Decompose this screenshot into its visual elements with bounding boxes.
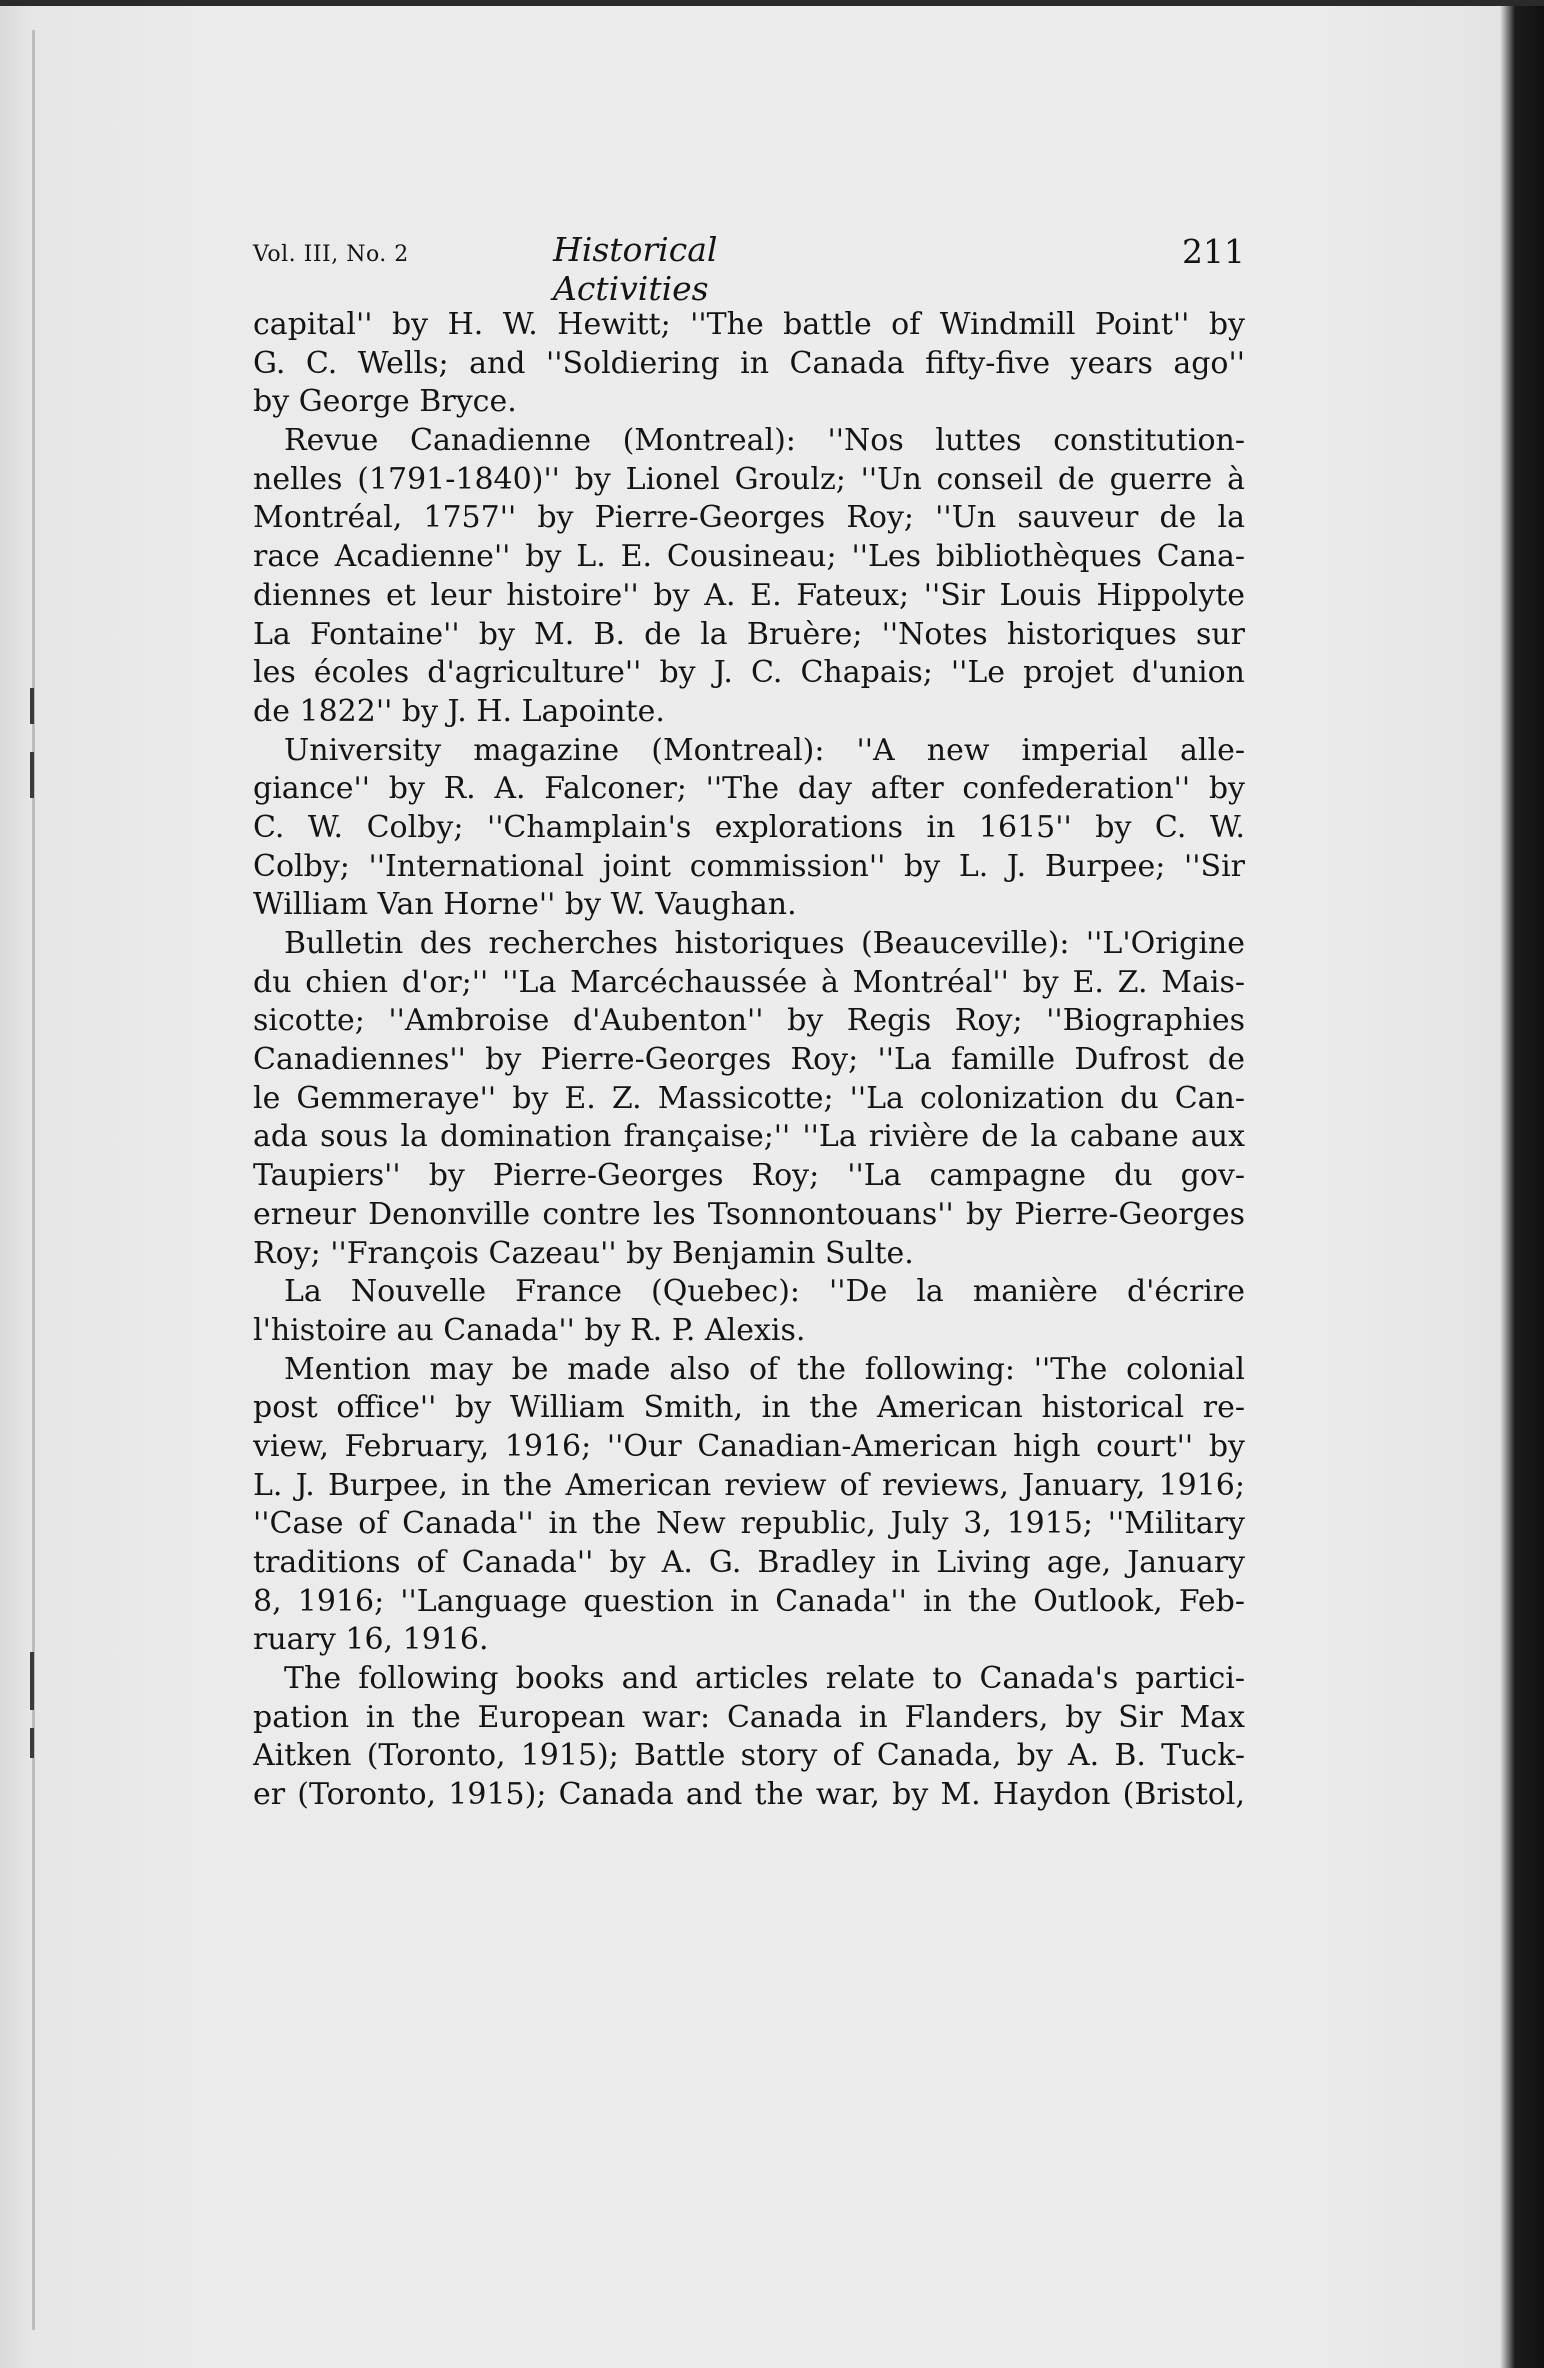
text-line: view, February, 1916; ''Our Canadian-American high court'' by	[253, 1428, 1245, 1464]
text-line: G. C. Wells; and ''Soldiering in Canada fifty-five years ago''	[253, 345, 1245, 381]
text-line: ada sous la domination française;'' ''La rivière de la cabane aux	[253, 1119, 1245, 1155]
running-header	[253, 230, 1245, 308]
text-line: William Van Horne'' by W. Vaughan.	[253, 887, 797, 923]
text-line: giance'' by R. A. Falconer; ''The day after confederation'' by	[253, 771, 1245, 807]
paragraph	[253, 1273, 1245, 1350]
paragraph	[253, 1660, 1245, 1815]
text-line: La Nouvelle France (Quebec): ''De la manière d'écrire	[284, 1274, 1245, 1310]
text-line: race Acadienne'' by L. E. Cousineau; ''Les bibliothèques Cana-	[253, 539, 1245, 575]
text-line: 8, 1916; ''Language question in Canada'' in the Outlook, Feb-	[253, 1583, 1245, 1619]
volume-label: Vol. III, No. 2	[253, 242, 409, 267]
text-line: sicotte; ''Ambroise d'Aubenton'' by Regis Roy; ''Biographies	[253, 1003, 1245, 1039]
text-line: les écoles d'agriculture'' by J. C. Chapais; ''Le projet d'union	[253, 655, 1245, 691]
text-line: Aitken (Toronto, 1915); Battle story of Canada, by A. B. Tuck-	[253, 1738, 1245, 1774]
paragraph	[253, 422, 1245, 732]
page-number: 211	[1182, 232, 1245, 271]
margin-mark	[30, 1652, 34, 1710]
paragraph	[253, 732, 1245, 925]
text-line: Taupiers'' by Pierre-Georges Roy; ''La campagne du gov-	[253, 1158, 1245, 1194]
text-line: ruary 16, 1916.	[253, 1622, 489, 1658]
text-line: diennes et leur histoire'' by A. E. Fateux; ''Sir Louis Hippolyte	[253, 577, 1245, 613]
text-line: ''Case of Canada'' in the New republic, July 3, 1915; ''Military	[253, 1506, 1245, 1542]
binding-rule	[32, 30, 35, 2330]
text-line: Montréal, 1757'' by Pierre-Georges Roy; ''Un sauveur de la	[253, 500, 1245, 536]
text-line: C. W. Colby; ''Champlain's explorations in 1615'' by C. W.	[253, 809, 1245, 845]
text-line: du chien d'or;'' ''La Marcéchaussée à Montréal'' by E. Z. Mais-	[253, 964, 1245, 1000]
text-line: le Gemmeraye'' by E. Z. Massicotte; ''La colonization du Can-	[253, 1080, 1245, 1116]
text-line: Colby; ''International joint commission'' by L. J. Burpee; ''Sir	[253, 848, 1245, 884]
text-line: l'histoire au Canada'' by R. P. Alexis.	[253, 1312, 806, 1348]
text-line: The following books and articles relate to Canada's partici-	[284, 1661, 1245, 1697]
paragraph	[253, 925, 1245, 1273]
text-line: nelles (1791-1840)'' by Lionel Groulz; ''Un conseil de guerre à	[253, 461, 1245, 497]
text-line: La Fontaine'' by M. B. de la Bruère; ''Notes historiques sur	[253, 616, 1245, 652]
text-line: post office'' by William Smith, in the American historical re-	[253, 1390, 1245, 1426]
page-top-edge	[0, 0, 1544, 6]
text-line: er (Toronto, 1915); Canada and the war, by M. Haydon (Bristol,	[253, 1777, 1245, 1813]
margin-mark	[30, 1728, 34, 1758]
text-line: pation in the European war: Canada in Flanders, by Sir Max	[253, 1699, 1245, 1735]
margin-mark	[30, 752, 34, 798]
body-text	[253, 306, 1245, 1815]
text-line: University magazine (Montreal): ''A new imperial alle-	[284, 732, 1245, 768]
text-line: by George Bryce.	[253, 384, 517, 420]
text-line: Roy; ''François Cazeau'' by Benjamin Sulte.	[253, 1235, 914, 1271]
running-title: Historical Activities	[553, 230, 718, 308]
text-line: Canadiennes'' by Pierre-Georges Roy; ''La famille Dufrost de	[253, 1042, 1245, 1078]
text-line: Revue Canadienne (Montreal): ''Nos luttes constitution-	[284, 423, 1245, 459]
paragraph	[253, 306, 1245, 422]
text-line: de 1822'' by J. H. Lapointe.	[253, 693, 665, 729]
text-line: capital'' by H. W. Hewitt; ''The battle of Windmill Point'' by	[253, 307, 1245, 342]
text-line: erneur Denonville contre les Tsonnontouans'' by Pierre-Georges	[253, 1196, 1245, 1232]
paragraph	[253, 1351, 1245, 1661]
text-line: traditions of Canada'' by A. G. Bradley in Living age, January	[253, 1545, 1245, 1580]
margin-mark	[30, 688, 34, 724]
text-line: L. J. Burpee, in the American review of reviews, January, 1916;	[253, 1467, 1245, 1503]
text-line: Bulletin des recherches historiques (Beauceville): ''L'Origine	[284, 926, 1245, 961]
text-line: Mention may be made also of the following: ''The colonial	[284, 1351, 1245, 1387]
